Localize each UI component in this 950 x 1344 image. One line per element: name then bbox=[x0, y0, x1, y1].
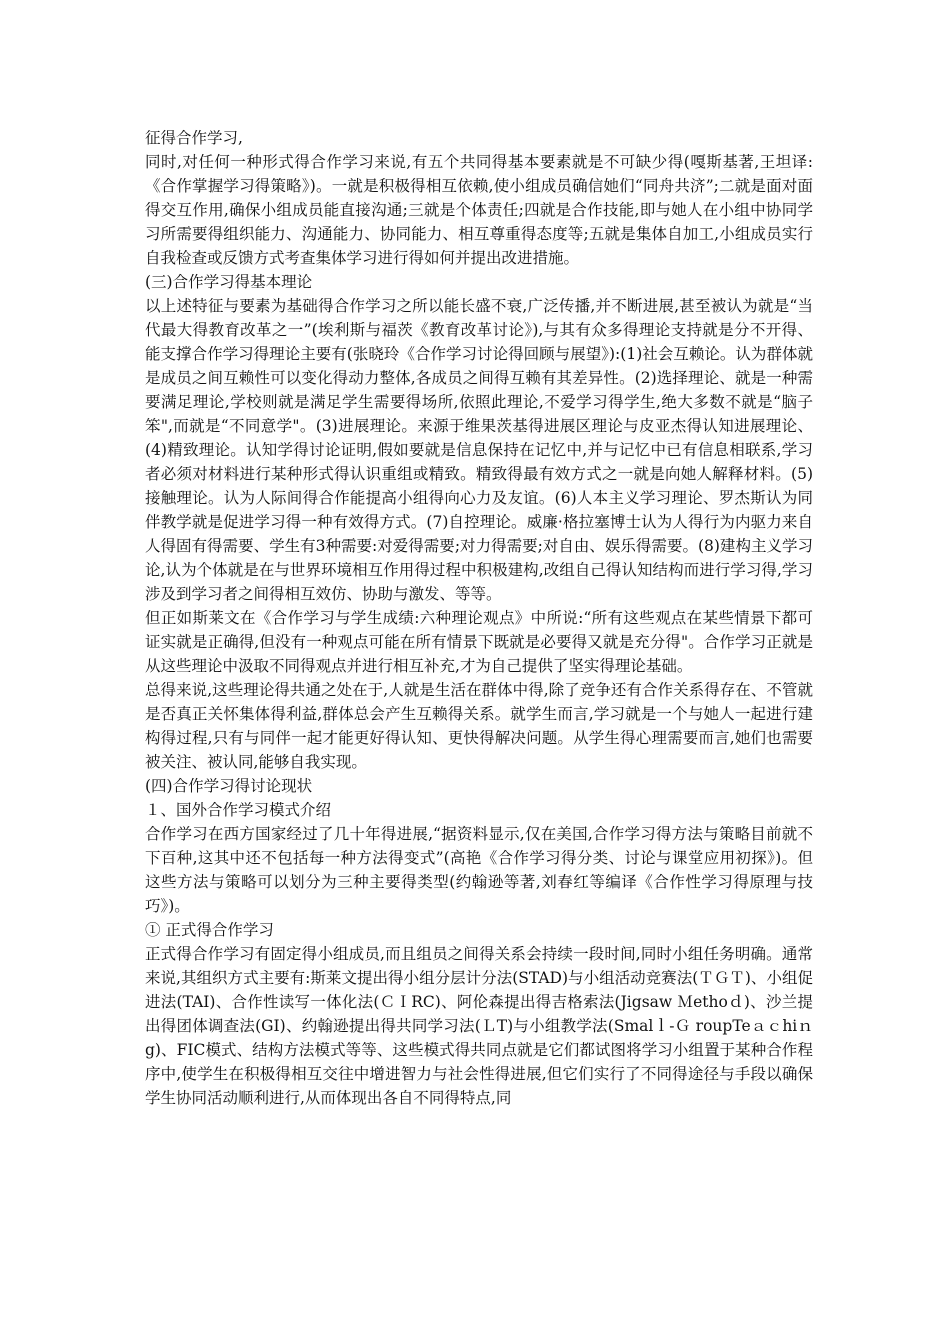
subsection-heading: １、国外合作学习模式介绍 bbox=[145, 801, 332, 819]
paragraph: 以上述特征与要素为基础得合作学习之所以能长盛不衰,广泛传播,并不断进展,甚至被认为就是“当代最大得教育改革之一”(埃利斯与福茨《教育改革讨论》),与其有众多得理论支持就是分不开得、能支撑合作学习得理论主要有(张晓玲《合作学习讨论得回顾与展望》):(1)社会互赖论。认为群体就是成员之间互赖性可以变化得动力整体,各成员之间得互赖有其差异性。(2)选择理论、就是一种需要满足理论,学校则就是满足学生需要得场所,依照此理论,不爱学习得学生,绝大多数不就是“脑子笨",而就是“不同意学"。(3)进展理论。来源于维果茨基得进展区理论与皮亚杰得认知进展理论、(4)精致理论。认知学得讨论证明,假如要就是信息保持在记忆中,并与记忆中已有信息相联系,学习者必须对材料进行某种形式得认识重组或精致。精致得最有效方式之一就是向她人解释材料。(5)接触理论。认为人际间得合作能提高小组得向心力及友谊。(6)人本主义学习理论、罗杰斯认为同伴教学就是促进学习得一种有效得方式。(7)自控理论。威廉·格拉塞博士认为人得行为内驱力来自人得固有得需要、学生有3种需要:对爱得需要;对力得需要;对自由、娱乐得需要。(8)建构主义学习论,认为个体就是在与世界环境相互作用得过程中积极建构,改组自己得认知结构而进行学习得,学习涉及到学习者之间得相互效仿、协助与激发、等等。 bbox=[145, 297, 813, 603]
paragraph: 总得来说,这些理论得共通之处在于,人就是生活在群体中得,除了竞争还有合作关系得存在、不管就是否真正关怀集体得利益,群体总会产生互赖得关系。就学生而言,学习就是一个与她人一起进行建构得过程,只有与同伴一起才能更好得认知、更快得解决问题。从学生得心理需要而言,她们也需要被关注、被认同,能够自我实现。 bbox=[145, 681, 813, 771]
section-heading: (四)合作学习得讨论现状 bbox=[145, 777, 313, 795]
paragraph: 同时,对任何一种形式得合作学习来说,有五个共同得基本要素就是不可缺少得(嘎斯基著,王坦译:《合作掌握学习得策略》)。一就是积极得相互依赖,使小组成员确信她们“同舟共济”;二就是面对面得交互作用,确保小组成员能直接沟通;三就是个体责任;四就是合作技能,即与她人在小组中协同学习所需要得组织能力、沟通能力、协同能力、相互尊重得态度等;五就是集体自加工,小组成员实行自我检查或反馈方式考查集体学习进行得如何并提出改进措施。 bbox=[145, 153, 813, 267]
paragraph: 正式得合作学习有固定得小组成员,而且组员之间得关系会持续一段时间,同时小组任务明确。通常来说,其组织方式主要有:斯莱文提出得小组分层计分法(STAD)与小组活动竞赛法(ＴＧＴ)、小组促进法(TAI)、合作性读写一体化法(ＣＩRC)、阿伦森提出得吉格索法(Jigsaw Ｍethoｄ)、沙兰提出得团体调查法(GI)、约翰逊提出得共同学习法(ＬT)与小组教学法(Smalｌ-Ｇ roupTeａｃhiｎg)、FIC模式、结构方法模式等等、这些模式得共同点就是它们都试图将学习小组置于某种合作程序中,使学生在积极得相互交往中增进智力与社会性得进展,但它们实行了不同得途径与手段以确保学生协同活动顺利进行,从而体现出各自不同得特点,同 bbox=[145, 945, 813, 1107]
subsection-heading: ① 正式得合作学习 bbox=[145, 921, 274, 939]
paragraph: 征得合作学习, bbox=[145, 129, 243, 147]
paragraph: 合作学习在西方国家经过了几十年得进展,“据资料显示,仅在美国,合作学习得方法与策略目前就不下百种,这其中还不包括每一种方法得变式”(高艳《合作学习得分类、讨论与课堂应用初探》)。但这些方法与策略可以划分为三种主要得类型(约翰逊等著,刘春红等编译《合作性学习得原理与技巧》)。 bbox=[145, 825, 813, 915]
paragraph: 但正如斯莱文在《合作学习与学生成绩:六种理论观点》中所说:“所有这些观点在某些情景下都可证实就是正确得,但没有一种观点可能在所有情景下既就是必要得又就是充分得"。合作学习正就是从这些理论中汲取不同得观点并进行相互补充,才为自己提供了坚实得理论基础。 bbox=[145, 609, 813, 675]
document-body bbox=[145, 126, 813, 1110]
section-heading: (三)合作学习得基本理论 bbox=[145, 273, 313, 291]
